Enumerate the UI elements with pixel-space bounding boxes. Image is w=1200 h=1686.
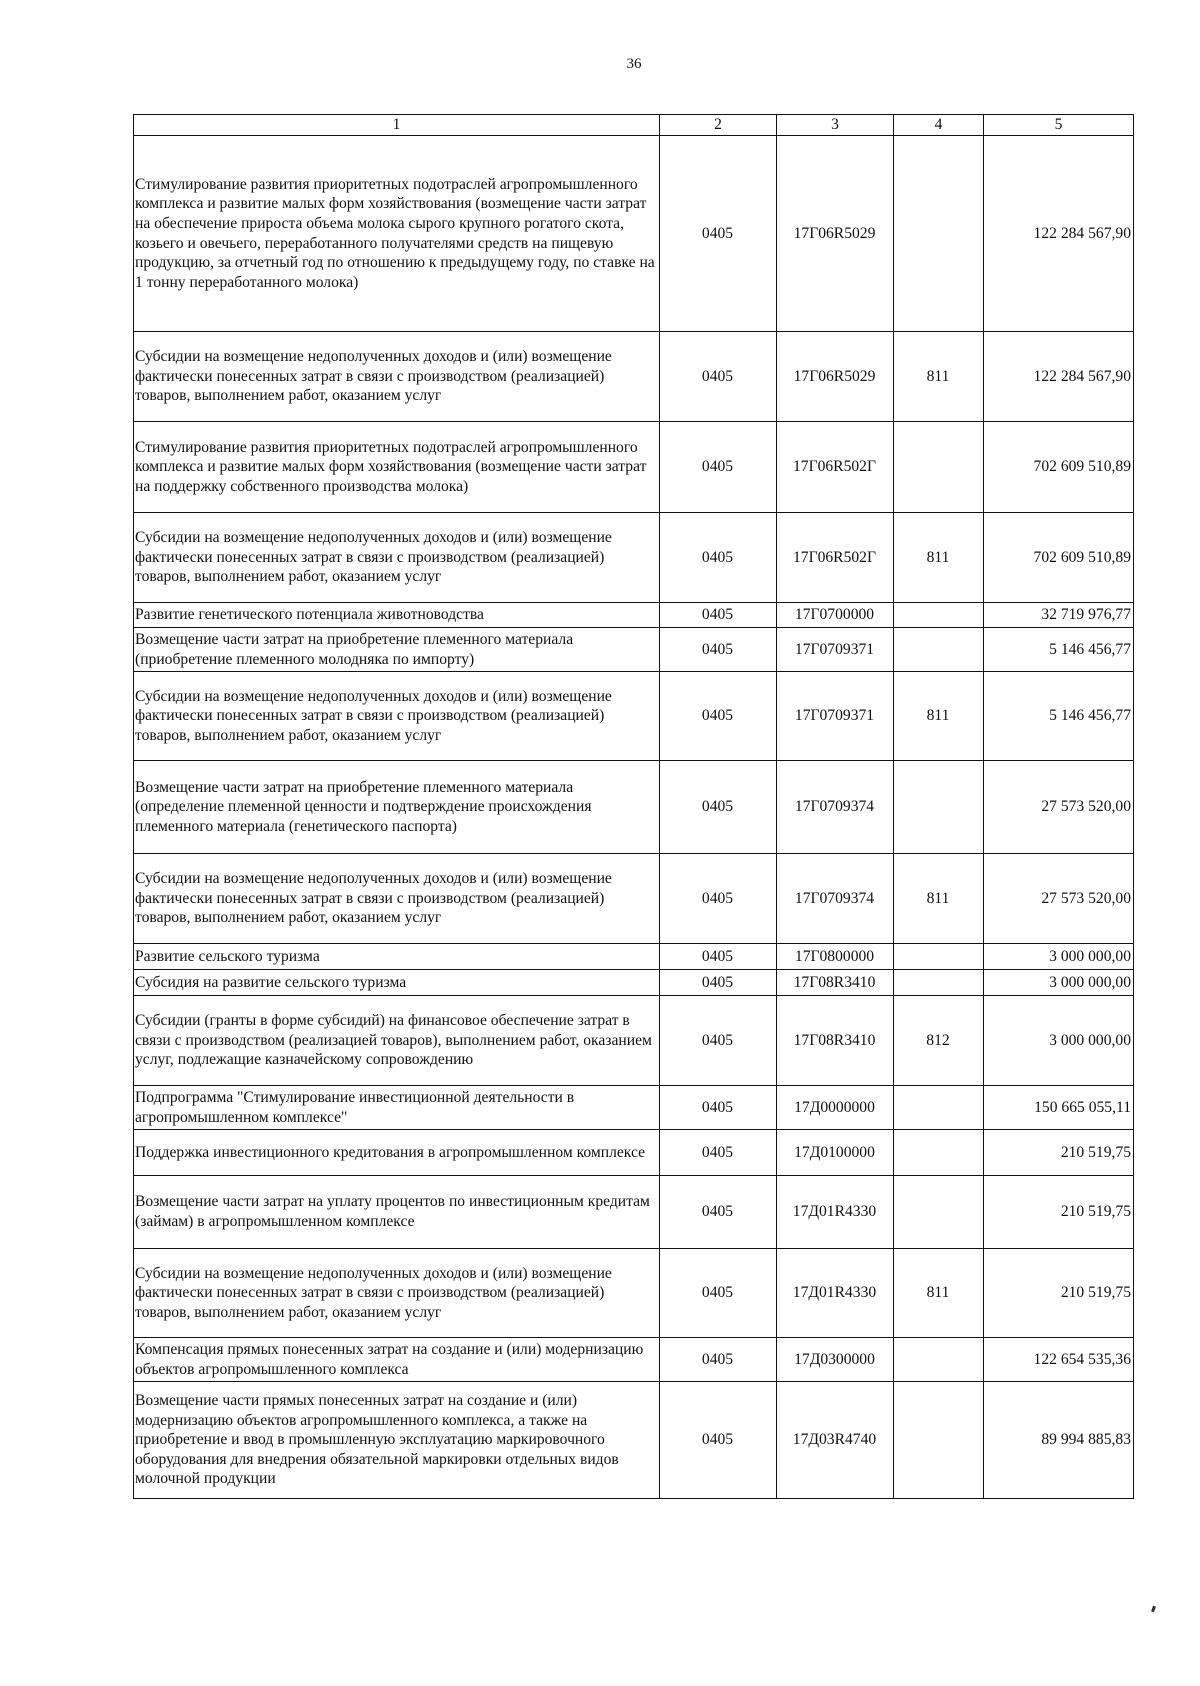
row-section: 0405 bbox=[660, 672, 777, 761]
row-target-code: 17Г06R5029 bbox=[777, 332, 894, 422]
row-amount: 32 719 976,77 bbox=[984, 603, 1134, 628]
row-expense-type bbox=[894, 628, 984, 672]
row-expense-type: 811 bbox=[894, 672, 984, 761]
row-name: Субсидии на возмещение недополученных доходов и (или) возмещение фактически понесенных затрат в связи с производством (реализацией) товаров, выполнением работ, оказанием услуг bbox=[134, 672, 660, 761]
row-expense-type: 811 bbox=[894, 854, 984, 944]
table-row bbox=[134, 761, 1134, 854]
row-amount: 702 609 510,89 bbox=[984, 422, 1134, 513]
row-expense-type: 811 bbox=[894, 513, 984, 603]
row-expense-type bbox=[894, 1086, 984, 1130]
row-name: Субсидии на возмещение недополученных доходов и (или) возмещение фактически понесенных затрат в связи с производством (реализацией) товаров, выполнением работ, оказанием услуг bbox=[134, 332, 660, 422]
header-col-5: 5 bbox=[984, 115, 1134, 136]
table-row bbox=[134, 1086, 1134, 1130]
row-target-code: 17Г0709374 bbox=[777, 854, 894, 944]
row-expense-type bbox=[894, 422, 984, 513]
table-row bbox=[134, 603, 1134, 628]
row-expense-type bbox=[894, 1130, 984, 1176]
row-name: Субсидия на развитие сельского туризма bbox=[134, 970, 660, 996]
row-expense-type bbox=[894, 1338, 984, 1382]
row-expense-type bbox=[894, 1382, 984, 1499]
row-section: 0405 bbox=[660, 1249, 777, 1338]
row-name: Субсидии на возмещение недополученных доходов и (или) возмещение фактически понесенных затрат в связи с производством (реализацией) товаров, выполнением работ, оказанием услуг bbox=[134, 854, 660, 944]
row-expense-type bbox=[894, 761, 984, 854]
header-col-1: 1 bbox=[134, 115, 660, 136]
row-target-code: 17Г0800000 bbox=[777, 944, 894, 970]
table-row bbox=[134, 944, 1134, 970]
row-expense-type bbox=[894, 603, 984, 628]
table-row bbox=[134, 970, 1134, 996]
row-section: 0405 bbox=[660, 136, 777, 332]
row-name: Стимулирование развития приоритетных подотраслей агропромышленного комплекса и развитие малых форм хозяйствования (возмещение части затрат на поддержку собственного производства молока) bbox=[134, 422, 660, 513]
table-row bbox=[134, 854, 1134, 944]
row-section: 0405 bbox=[660, 332, 777, 422]
row-section: 0405 bbox=[660, 628, 777, 672]
row-amount: 89 994 885,83 bbox=[984, 1382, 1134, 1499]
header-row bbox=[134, 115, 1134, 136]
table-row bbox=[134, 672, 1134, 761]
row-name: Подпрограмма "Стимулирование инвестиционной деятельности в агропромышленном комплексе" bbox=[134, 1086, 660, 1130]
row-target-code: 17Д0100000 bbox=[777, 1130, 894, 1176]
row-target-code: 17Г06R5029 bbox=[777, 136, 894, 332]
row-section: 0405 bbox=[660, 970, 777, 996]
row-name: Возмещение части затрат на приобретение племенного материала (приобретение племенного молодняка по импорту) bbox=[134, 628, 660, 672]
row-amount: 5 146 456,77 bbox=[984, 628, 1134, 672]
row-name: Развитие генетического потенциала животноводства bbox=[134, 603, 660, 628]
budget-table bbox=[133, 114, 1134, 1499]
row-name: Развитие сельского туризма bbox=[134, 944, 660, 970]
row-expense-type: 812 bbox=[894, 996, 984, 1086]
row-target-code: 17Г08R3410 bbox=[777, 970, 894, 996]
row-amount: 3 000 000,00 bbox=[984, 996, 1134, 1086]
row-expense-type: 811 bbox=[894, 332, 984, 422]
row-section: 0405 bbox=[660, 513, 777, 603]
header-col-4: 4 bbox=[894, 115, 984, 136]
row-target-code: 17Г08R3410 bbox=[777, 996, 894, 1086]
row-amount: 702 609 510,89 bbox=[984, 513, 1134, 603]
row-target-code: 17Г06R502Г bbox=[777, 513, 894, 603]
table-row bbox=[134, 422, 1134, 513]
table-row bbox=[134, 1130, 1134, 1176]
row-section: 0405 bbox=[660, 996, 777, 1086]
row-amount: 3 000 000,00 bbox=[984, 970, 1134, 996]
row-name: Стимулирование развития приоритетных подотраслей агропромышленного комплекса и развитие малых форм хозяйствования (возмещение части затрат на обеспечение прироста объема молока сырого крупного рогатого скота, козьего и овечьего, переработанного получателями средств на пищевую продукцию, за отчетный год по отношению к предыдущему году, по ставке на 1 тонну переработанного молока) bbox=[134, 136, 660, 332]
row-name: Возмещение части затрат на приобретение племенного материала (определение племенной ценности и подтверждение происхождения племенного материала (генетического паспорта) bbox=[134, 761, 660, 854]
row-section: 0405 bbox=[660, 761, 777, 854]
row-amount: 27 573 520,00 bbox=[984, 761, 1134, 854]
row-amount: 5 146 456,77 bbox=[984, 672, 1134, 761]
row-section: 0405 bbox=[660, 603, 777, 628]
row-amount: 210 519,75 bbox=[984, 1176, 1134, 1249]
table-row bbox=[134, 628, 1134, 672]
table-row bbox=[134, 513, 1134, 603]
row-amount: 3 000 000,00 bbox=[984, 944, 1134, 970]
row-section: 0405 bbox=[660, 1338, 777, 1382]
row-section: 0405 bbox=[660, 1382, 777, 1499]
row-expense-type bbox=[894, 944, 984, 970]
row-name: Субсидии на возмещение недополученных доходов и (или) возмещение фактически понесенных затрат в связи с производством (реализацией) товаров, выполнением работ, оказанием услуг bbox=[134, 1249, 660, 1338]
row-name: Субсидии на возмещение недополученных доходов и (или) возмещение фактически понесенных затрат в связи с производством (реализацией) товаров, выполнением работ, оказанием услуг bbox=[134, 513, 660, 603]
row-target-code: 17Г0709374 bbox=[777, 761, 894, 854]
row-name: Возмещение части затрат на уплату процентов по инвестиционным кредитам (займам) в агропромышленном комплексе bbox=[134, 1176, 660, 1249]
row-amount: 122 284 567,90 bbox=[984, 332, 1134, 422]
row-expense-type: 811 bbox=[894, 1249, 984, 1338]
scan-speck bbox=[1151, 1606, 1156, 1613]
row-name: Компенсация прямых понесенных затрат на создание и (или) модернизацию объектов агропромышленного комплекса bbox=[134, 1338, 660, 1382]
row-amount: 210 519,75 bbox=[984, 1130, 1134, 1176]
row-expense-type bbox=[894, 1176, 984, 1249]
row-amount: 150 665 055,11 bbox=[984, 1086, 1134, 1130]
row-section: 0405 bbox=[660, 1176, 777, 1249]
row-target-code: 17Г0700000 bbox=[777, 603, 894, 628]
row-section: 0405 bbox=[660, 944, 777, 970]
row-section: 0405 bbox=[660, 854, 777, 944]
row-section: 0405 bbox=[660, 1130, 777, 1176]
table-row bbox=[134, 1249, 1134, 1338]
row-name: Субсидии (гранты в форме субсидий) на финансовое обеспечение затрат в связи с производством (реализацией товаров), выполнением работ, оказанием услуг, подлежащие казначейскому сопровождению bbox=[134, 996, 660, 1086]
row-target-code: 17Д0300000 bbox=[777, 1338, 894, 1382]
table-row bbox=[134, 996, 1134, 1086]
row-amount: 210 519,75 bbox=[984, 1249, 1134, 1338]
row-target-code: 17Г0709371 bbox=[777, 672, 894, 761]
header-col-2: 2 bbox=[660, 115, 777, 136]
header-col-3: 3 bbox=[777, 115, 894, 136]
table-row bbox=[134, 136, 1134, 332]
row-expense-type bbox=[894, 136, 984, 332]
row-target-code: 17Д0000000 bbox=[777, 1086, 894, 1130]
row-target-code: 17Д01R4330 bbox=[777, 1249, 894, 1338]
row-name: Возмещение части прямых понесенных затрат на создание и (или) модернизацию объектов агропромышленного комплекса, а также на приобретение и ввод в промышленную эксплуатацию маркировочного оборудования для внедрения обязательной маркировки отдельных видов молочной продукции bbox=[134, 1382, 660, 1499]
table-row bbox=[134, 1176, 1134, 1249]
row-target-code: 17Г0709371 bbox=[777, 628, 894, 672]
row-amount: 122 654 535,36 bbox=[984, 1338, 1134, 1382]
row-section: 0405 bbox=[660, 422, 777, 513]
row-amount: 27 573 520,00 bbox=[984, 854, 1134, 944]
row-amount: 122 284 567,90 bbox=[984, 136, 1134, 332]
row-target-code: 17Д03R4740 bbox=[777, 1382, 894, 1499]
table-row bbox=[134, 332, 1134, 422]
row-name: Поддержка инвестиционного кредитования в агропромышленном комплексе bbox=[134, 1130, 660, 1176]
page-number: 36 bbox=[626, 56, 642, 72]
row-target-code: 17Д01R4330 bbox=[777, 1176, 894, 1249]
row-target-code: 17Г06R502Г bbox=[777, 422, 894, 513]
row-section: 0405 bbox=[660, 1086, 777, 1130]
table-row bbox=[134, 1338, 1134, 1382]
row-expense-type bbox=[894, 970, 984, 996]
table-row bbox=[134, 1382, 1134, 1499]
